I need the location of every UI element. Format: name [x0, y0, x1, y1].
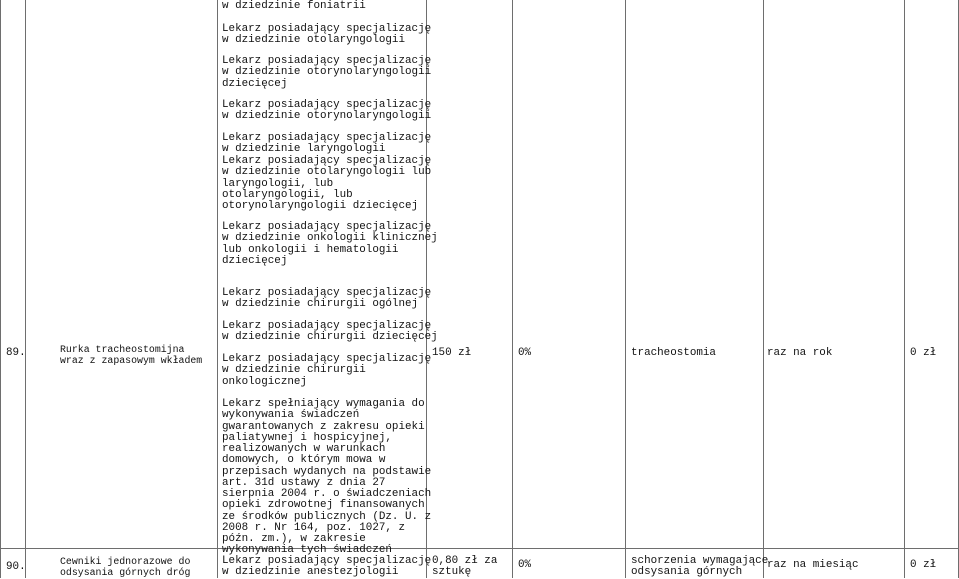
- row-divider: [0, 548, 959, 549]
- requirement-item: w dziedzinie foniatrii: [222, 0, 366, 12]
- requirement-item: Lekarz posiadający specjalizację w dziedzinie otolaryngologii: [222, 23, 432, 47]
- requirement-item: Lekarz posiadający specjalizację w dziedzinie laryngologii: [222, 132, 432, 156]
- copay-percent: 0%: [518, 559, 532, 571]
- col-divider: [904, 0, 905, 578]
- requirement-item: Lekarz posiadający specjalizację w dziedzinie otorynolaryngologii dziecięcej: [222, 55, 432, 90]
- tolerance: 0 zł: [910, 559, 937, 571]
- requirement-item: Lekarz posiadający specjalizację w dziedzinie chirurgii ogólnej: [222, 287, 432, 311]
- requirement-item: Lekarz posiadający specjalizację w dziedzinie chirurgii dziecięcej: [222, 320, 438, 344]
- col-divider: [763, 0, 764, 578]
- requirement-item: Lekarz spełniający wymagania do wykonywania świadczeń gwarantowanych z zakresu opieki paliatywnej i hospicyjnej, realizowanych w warunkach domowych, o którym mowa w przepisach wydanych na podstawie art. 31d ustawy z dnia 27 sierpnia 2004 r. o świadczeniach opieki zdrowotnej finansowanych ze środków publicznych (Dz. U. z 2008 r. Nr 164, poz. 1027, z późn. zm.), w zakresie wykonywania tych świadczeń: [222, 398, 432, 557]
- frequency: raz na miesiąc: [767, 559, 859, 571]
- price-limit: 150 zł: [432, 347, 472, 359]
- indication: tracheostomia: [631, 347, 716, 359]
- indication: schorzenia wymagające odsysania górnych: [631, 555, 769, 579]
- product-name: Rurka tracheostomijna wraz z zapasowym wkładem: [60, 344, 203, 367]
- row-number: 89.: [6, 347, 26, 359]
- col-divider: [625, 0, 626, 578]
- col-divider: [217, 0, 218, 578]
- copay-percent: 0%: [518, 347, 532, 359]
- requirement-item: Lekarz posiadający specjalizację w dziedzinie onkologii klinicznej lub onkologii i hematologii dziecięcej: [222, 221, 438, 267]
- table-border: [0, 0, 1, 578]
- requirement-item: Lekarz posiadający specjalizację w dziedzinie otolaryngologii lub laryngologii, lub otolaryngologii, lub otorynolaryngologii dziecięcej: [222, 155, 432, 212]
- row-number: 90.: [6, 561, 26, 573]
- requirement-item: Lekarz posiadający specjalizację w dziedzinie anestezjologii: [222, 555, 432, 579]
- tolerance: 0 zł: [910, 347, 937, 359]
- product-name: Cewniki jednorazowe do odsysania górnych dróg: [60, 556, 191, 579]
- requirement-item: Lekarz posiadający specjalizację w dziedzinie otorynolaryngologii: [222, 99, 432, 123]
- frequency: raz na rok: [767, 347, 833, 359]
- col-divider: [512, 0, 513, 578]
- col-divider: [25, 0, 26, 578]
- requirement-item: Lekarz posiadający specjalizację w dziedzinie chirurgii onkologicznej: [222, 353, 432, 388]
- price-limit: 0,80 zł za sztukę: [432, 555, 498, 579]
